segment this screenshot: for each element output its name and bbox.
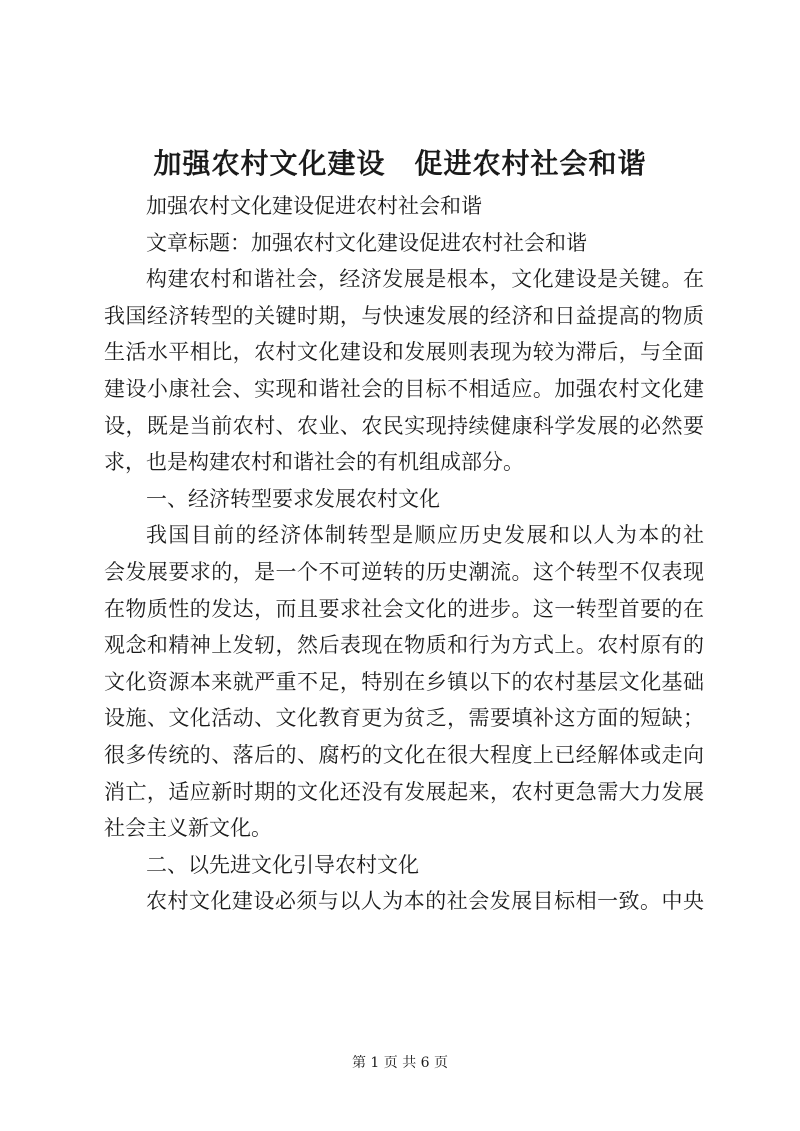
- subtitle-line: 加强农村文化建设促进农村社会和谐: [146, 194, 482, 218]
- paragraph-line: 观念和精神上发轫，然后表现在物质和行为方式上。农村原有的: [104, 633, 704, 658]
- paragraph-line: 会发展要求的，是一个不可逆转的历史潮流。这个转型不仅表现: [104, 559, 704, 584]
- paragraph-line: 建设小康社会、实现和谐社会的目标不相适应。加强农村文化建: [104, 376, 704, 401]
- section-heading: 一、经济转型要求发展农村文化: [146, 486, 440, 511]
- paragraph-line: 求，也是构建农村和谐社会的有机组成部分。: [104, 450, 524, 475]
- paragraph-line: 文化资源本来就严重不足，特别在乡镇以下的农村基层文化基础: [104, 669, 704, 694]
- paragraph-line: 农村文化建设必须与以人为本的社会发展目标相一致。中央: [146, 889, 704, 914]
- section-heading: 二、以先进文化引导农村文化: [146, 852, 419, 877]
- paragraph-line: 设施、文化活动、文化教育更为贫乏，需要填补这方面的短缺；: [104, 706, 704, 731]
- paragraph-line: 社会主义新文化。: [104, 816, 272, 841]
- paragraph-line: 生活水平相比，农村文化建设和发展则表现为较为滞后，与全面: [104, 340, 704, 365]
- paragraph-line: 我国经济转型的关键时期，与快速发展的经济和日益提高的物质: [104, 303, 704, 328]
- document-title: 加强农村文化建设 促进农村社会和谐: [153, 147, 647, 180]
- paragraph-line: 在物质性的发达，而且要求社会文化的进步。这一转型首要的在: [104, 596, 704, 621]
- paragraph-line: 我国目前的经济体制转型是顺应历史发展和以人为本的社: [146, 523, 704, 548]
- paragraph-line: 设，既是当前农村、农业、农民实现持续健康科学发展的必然要: [104, 413, 704, 438]
- page-footer: 第 1 页 共 6 页: [351, 1055, 449, 1071]
- paragraph-line: 构建农村和谐社会，经济发展是根本，文化建设是关键。在: [146, 267, 704, 292]
- document-body: [104, 188, 704, 920]
- paragraph-line: 很多传统的、落后的、腐朽的文化在很大程度上已经解体或走向: [104, 742, 704, 767]
- paragraph-line: 消亡，适应新时期的文化还没有发展起来，农村更急需大力发展: [104, 779, 704, 804]
- article-title-line: 文章标题：加强农村文化建设促进农村社会和谐: [146, 230, 587, 255]
